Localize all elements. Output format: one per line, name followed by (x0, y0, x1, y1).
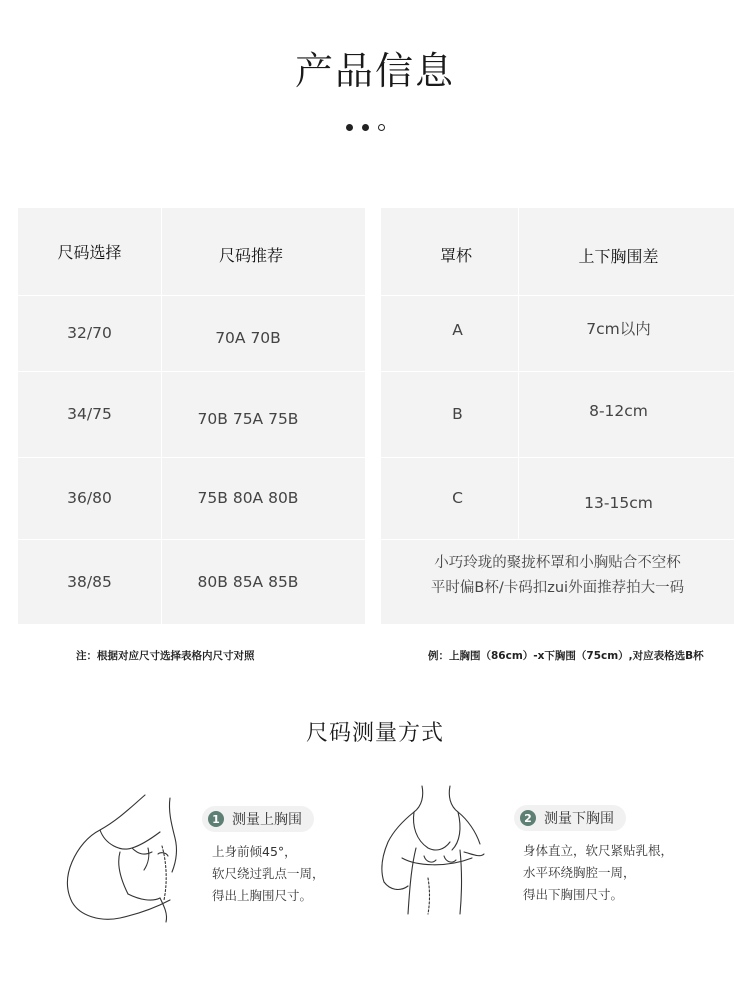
page-title: 产品信息 (294, 49, 455, 93)
cup-table (381, 208, 734, 624)
recommend-cell: 70B 75A 75B (197, 410, 299, 428)
size-cell: 34/75 (67, 405, 112, 423)
size-table (18, 208, 365, 624)
step-1-label: 测量上胸围 (232, 812, 302, 828)
indicator-dot (346, 124, 353, 131)
diff-cell: 13-15cm (584, 494, 653, 512)
measure-under-bust-illustration (372, 782, 497, 917)
step-2-number: 2 (520, 810, 536, 826)
cup-footnote: 例：上胸围（86cm）-x下胸围（75cm）,对应表格选B杯 (428, 650, 704, 662)
recommend-cell: 75B 80A 80B (197, 489, 299, 507)
indicator-dot (362, 124, 369, 131)
cup-note-line: 平时偏B杯/卡码扣zui外面推荐拍大一码 (430, 579, 685, 596)
cup-cell: B (452, 405, 463, 423)
step-2-description: 身体直立，软尺紧贴乳根， 水平环绕胸腔一周， 得出下胸围尺寸。 (523, 843, 674, 902)
header-cup: 罩杯 (439, 245, 472, 265)
measure-upper-bust-illustration (60, 790, 185, 925)
diff-cell: 8-12cm (589, 402, 648, 420)
header-bust-diff: 上下胸围差 (578, 246, 659, 266)
size-cell: 32/70 (67, 324, 112, 342)
cup-cell: C (452, 489, 463, 507)
size-footnote: 注：根据对应尺寸选择表格内尺寸对照 (76, 650, 255, 662)
indicator-dot (378, 124, 385, 131)
cup-note-line: 小巧玲珑的聚拢杯罩和小胸贴合不空杯 (434, 554, 681, 571)
step-2-label: 测量下胸围 (544, 811, 614, 827)
step-2-pill (514, 805, 626, 831)
recommend-cell: 80B 85A 85B (197, 572, 299, 591)
measure-title: 尺码测量方式 (305, 721, 444, 746)
recommend-cell: 70A 70B (215, 329, 281, 347)
step-1-number: 1 (208, 811, 224, 827)
header-size-recommend: 尺码推荐 (218, 245, 283, 265)
cup-cell: A (452, 321, 463, 339)
header-size-choice: 尺码选择 (57, 243, 122, 262)
step-1-pill (202, 806, 314, 832)
step-1-description: 上身前倾45°， 软尺绕过乳点一周， 得出上胸围尺寸。 (212, 844, 325, 903)
size-cell: 38/85 (67, 572, 112, 591)
size-cell: 36/80 (67, 489, 112, 507)
carousel-indicator (346, 124, 385, 131)
diff-cell: 7cm以内 (586, 320, 651, 338)
